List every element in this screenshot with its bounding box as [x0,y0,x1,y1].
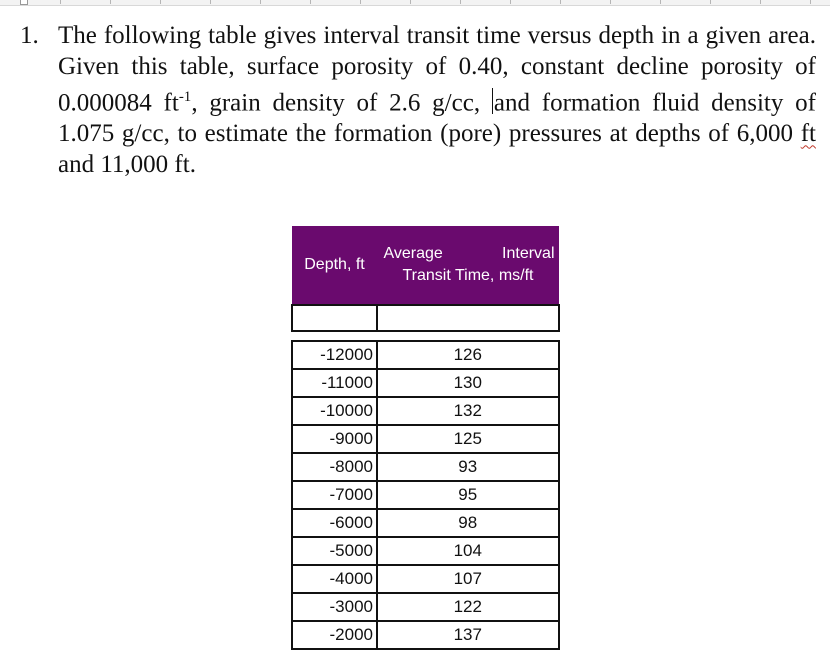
ruler-tick [360,0,361,4]
ruler-tick [810,0,811,4]
problem-text-part1: The following table gives interval transit time versus depth in a given area. Given this table, surface porosity of 0.40, constant decline porosity of 0.000084 ft [58,22,816,117]
table-row [292,621,559,649]
problem-text-part4: and 11,000 ft. [58,151,196,179]
ruler-tick [560,0,561,4]
table-row [292,453,559,481]
table-row [292,565,559,593]
depth-cell: -3000 [292,593,377,621]
transit-time-cell: 93 [377,453,559,481]
ruler-tick [110,0,111,4]
ruler[interactable] [0,0,830,6]
table-row-spacer [292,331,559,341]
ruler-tick [60,0,61,4]
header-transit-units: Transit Time, ms/ft [402,267,534,284]
depth-cell: -11000 [292,369,377,397]
transit-time-cell: 137 [377,621,559,649]
transit-time-cell: 98 [377,509,559,537]
depth-cell: -8000 [292,453,377,481]
ruler-tick [660,0,661,4]
transit-time-cell: 125 [377,425,559,453]
table-row [292,397,559,425]
problem-text[interactable] [58,20,816,180]
ruler-tick [460,0,461,4]
transit-time-table [291,226,560,650]
transit-time-cell: 107 [377,565,559,593]
transit-time-cell: 95 [377,481,559,509]
transit-time-cell: 130 [377,369,559,397]
table-row [292,481,559,509]
transit-time-cell: 122 [377,593,559,621]
ruler-tick [610,0,611,4]
header-depth: Depth, ft [292,226,377,305]
transit-time-cell: 126 [377,341,559,369]
depth-cell: -4000 [292,565,377,593]
table-cell-spacer [292,331,377,341]
ruler-tick [260,0,261,4]
ruler-tick [710,0,711,4]
depth-cell: -9000 [292,425,377,453]
table-row-empty [292,305,559,331]
depth-cell: -7000 [292,481,377,509]
table-cell-empty [377,305,559,331]
table-cell-spacer [377,331,559,341]
ruler-indent-marker[interactable] [20,0,28,5]
table-row [292,341,559,369]
table-row [292,537,559,565]
depth-cell: -6000 [292,509,377,537]
ruler-tick [160,0,161,4]
table-row [292,509,559,537]
depth-cell: -12000 [292,341,377,369]
transit-time-cell: 132 [377,397,559,425]
spellcheck-flagged-word[interactable]: ft [800,120,816,148]
ruler-tick [760,0,761,4]
table-cell-empty [292,305,377,331]
problem-statement[interactable] [20,20,816,180]
depth-cell: -10000 [292,397,377,425]
header-transit-interval: Interval [502,245,555,262]
problem-number: 1. [20,22,39,49]
header-transit-average: Average [383,245,443,262]
problem-text-part3: and formation fluid density of 1.075 g/cc, to estimate the formation (pore) pressures at depths of 6,000 [58,89,816,148]
ruler-tick [510,0,511,4]
ruler-tick [410,0,411,4]
ruler-tick [310,0,311,4]
ruler-tick [210,0,211,4]
depth-cell: -5000 [292,537,377,565]
problem-text-part2: , grain density of 2.6 g/cc, [191,89,492,117]
transit-time-cell: 104 [377,537,559,565]
table-header-row [292,226,559,305]
superscript-exponent: -1 [178,89,192,105]
header-transit-time [377,226,559,305]
table-row [292,369,559,397]
table-row [292,593,559,621]
text-cursor [492,88,493,114]
table-row [292,425,559,453]
depth-cell: -2000 [292,621,377,649]
